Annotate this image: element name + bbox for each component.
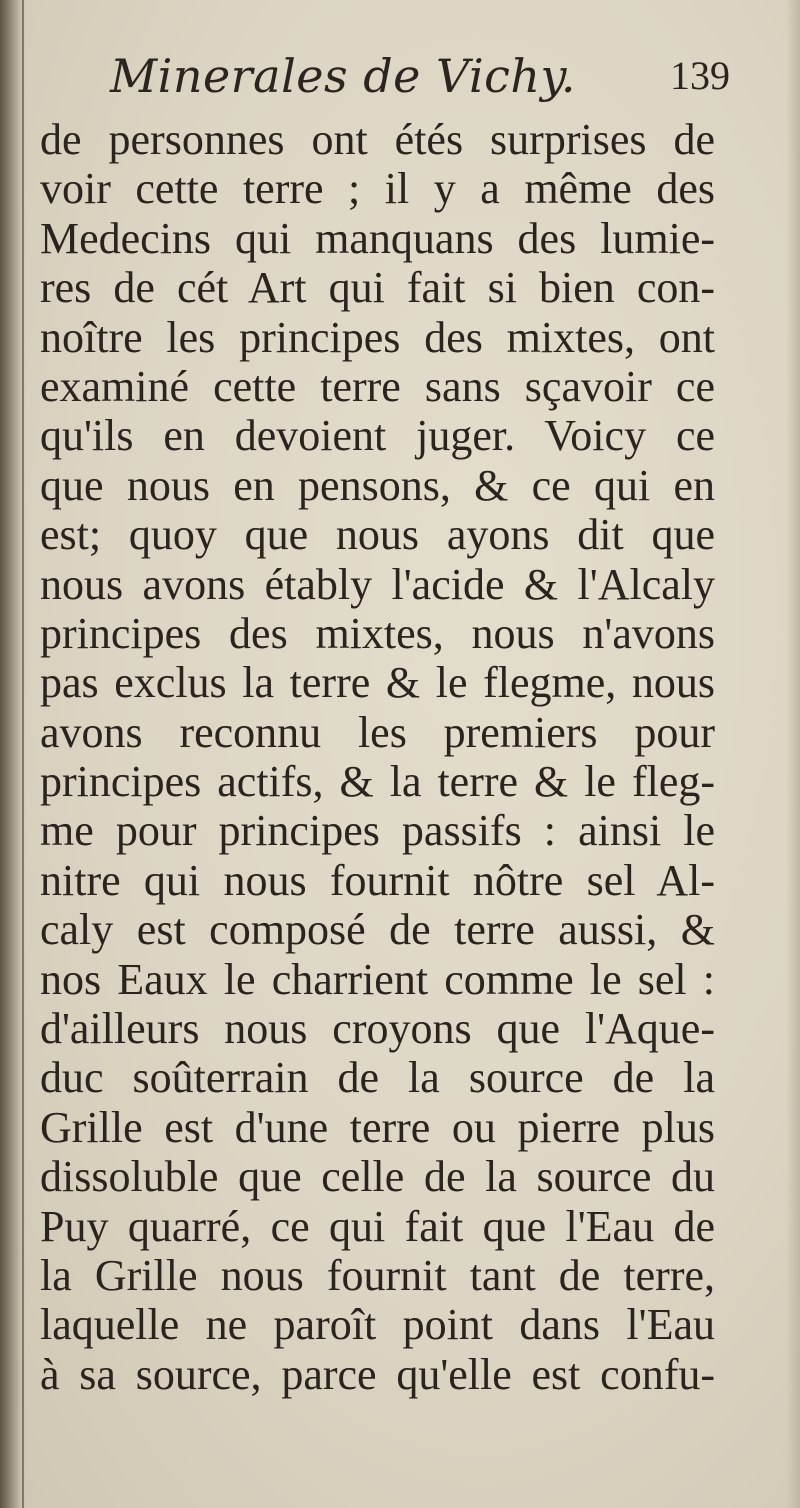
- text-line: d'ailleurs nous croyons que l'Aque-: [40, 1004, 715, 1054]
- text-line: laquelle ne paroît point dans l'Eau: [40, 1300, 715, 1350]
- text-line: avons reconnu les premiers pour: [40, 707, 715, 757]
- running-head: [110, 46, 730, 106]
- text-line: qu'ils en devoient juger. Voicy ce: [40, 411, 715, 461]
- body-text: [40, 115, 715, 1399]
- text-line: nitre qui nous fournit nôtre sel Al-: [40, 855, 715, 905]
- text-line: dissoluble que celle de la source du: [40, 1152, 715, 1202]
- text-line: res de cét Art qui fait si bien con-: [40, 263, 715, 313]
- text-line: nos Eaux le charrient comme le sel :: [40, 954, 715, 1004]
- page-number: 139: [670, 53, 730, 98]
- text-line: nous avons étably l'acide & l'Alcaly: [40, 559, 715, 609]
- binding-edge: [22, 0, 24, 1508]
- text-line: Grille est d'une terre ou pierre plus: [40, 1102, 715, 1152]
- text-line: est; quoy que nous ayons dit que: [40, 510, 715, 560]
- text-line: duc soûterrain de la source de la: [40, 1053, 715, 1103]
- text-line: à sa source, parce qu'elle est confu-: [40, 1349, 715, 1399]
- running-title: Minerales de Vichy.: [110, 49, 577, 103]
- text-line: la Grille nous fournit tant de terre,: [40, 1250, 715, 1300]
- text-line: Puy quarré, ce qui fait que l'Eau de: [40, 1201, 715, 1251]
- text-line: examiné cette terre sans sçavoir ce: [40, 361, 715, 411]
- text-line: que nous en pensons, & ce qui en: [40, 460, 715, 510]
- text-line: Medecins qui manquans des lumie-: [40, 213, 715, 263]
- text-line: me pour principes passifs : ainsi le: [40, 806, 715, 856]
- text-line: voir cette terre ; il y a même des: [40, 164, 715, 214]
- text-line: principes des mixtes, nous n'avons: [40, 608, 715, 658]
- text-line: de personnes ont étés surprises de: [40, 115, 715, 164]
- text-line: pas exclus la terre & le flegme, nous: [40, 658, 715, 708]
- text-line: principes actifs, & la terre & le fleg-: [40, 757, 715, 807]
- page-edge: [786, 0, 800, 1508]
- text-line: noître les principes des mixtes, ont: [40, 312, 715, 362]
- text-line: caly est composé de terre aussi, &: [40, 905, 715, 955]
